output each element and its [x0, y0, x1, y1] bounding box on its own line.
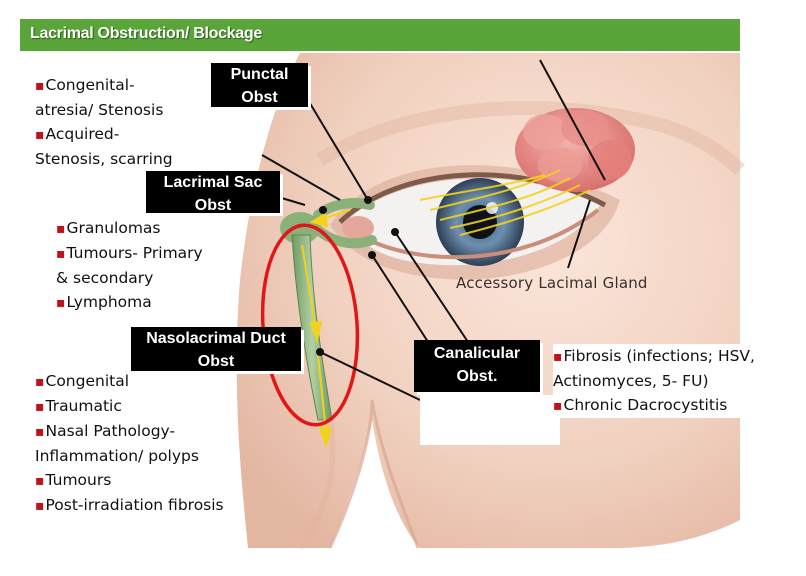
canalicular-obst-label	[414, 340, 540, 392]
page-title: Lacrimal Obstruction/ Blockage	[30, 25, 262, 42]
lacrimal-sac-obst-label	[146, 171, 280, 213]
nasolacrimal-obst-label	[131, 327, 301, 371]
list-item: ▪ Nasal Pathology-	[35, 419, 224, 444]
list-item: ▪ Congenital	[35, 369, 224, 394]
accessory-gland-label: Accessory Lacimal Gland	[456, 274, 648, 292]
list-item: Inflammation/ polyps	[35, 447, 199, 465]
list-item: & secondary	[56, 269, 154, 287]
list-item: ▪ Post-irradiation fibrosis	[35, 493, 224, 518]
lacrimal-sac-causes-list	[56, 216, 203, 315]
lacrimal-sac-obst-text: Lacrimal Sac Obst	[163, 174, 263, 214]
list-item: atresia/ Stenosis	[35, 101, 164, 119]
list-item: Stenosis, scarring	[35, 150, 173, 168]
canalicular-obst-text: Canalicular Obst.	[433, 345, 521, 385]
list-item: Actinomyces, 5- FU)	[553, 372, 709, 390]
lacrimal-gland	[515, 108, 635, 192]
list-item: ▪ Traumatic	[35, 394, 224, 419]
list-item: ▪ Tumours- Primary	[56, 241, 203, 266]
list-item: ▪ Chronic Dacrocystitis	[553, 393, 755, 418]
title-bar	[20, 19, 740, 51]
list-item: ▪ Acquired-	[35, 122, 173, 147]
list-item: ▪ Granulomas	[56, 216, 203, 241]
nasolacrimal-causes-list	[35, 369, 224, 518]
canalicular-causes-list	[553, 344, 755, 418]
list-item: ▪ Fibrosis (infections; HSV,	[553, 344, 755, 369]
caption-backdrop	[420, 395, 560, 445]
punctal-causes-list	[35, 73, 173, 171]
list-item: ▪ Tumours	[35, 468, 224, 493]
punctal-obst-label	[211, 63, 308, 107]
punctal-obst-text: Punctal Obst	[230, 66, 289, 106]
list-item: ▪ Congenital-	[35, 73, 173, 98]
list-item: ▪ Lymphoma	[56, 290, 203, 315]
nasolacrimal-obst-text: Nasolacrimal Duct Obst	[146, 330, 286, 370]
